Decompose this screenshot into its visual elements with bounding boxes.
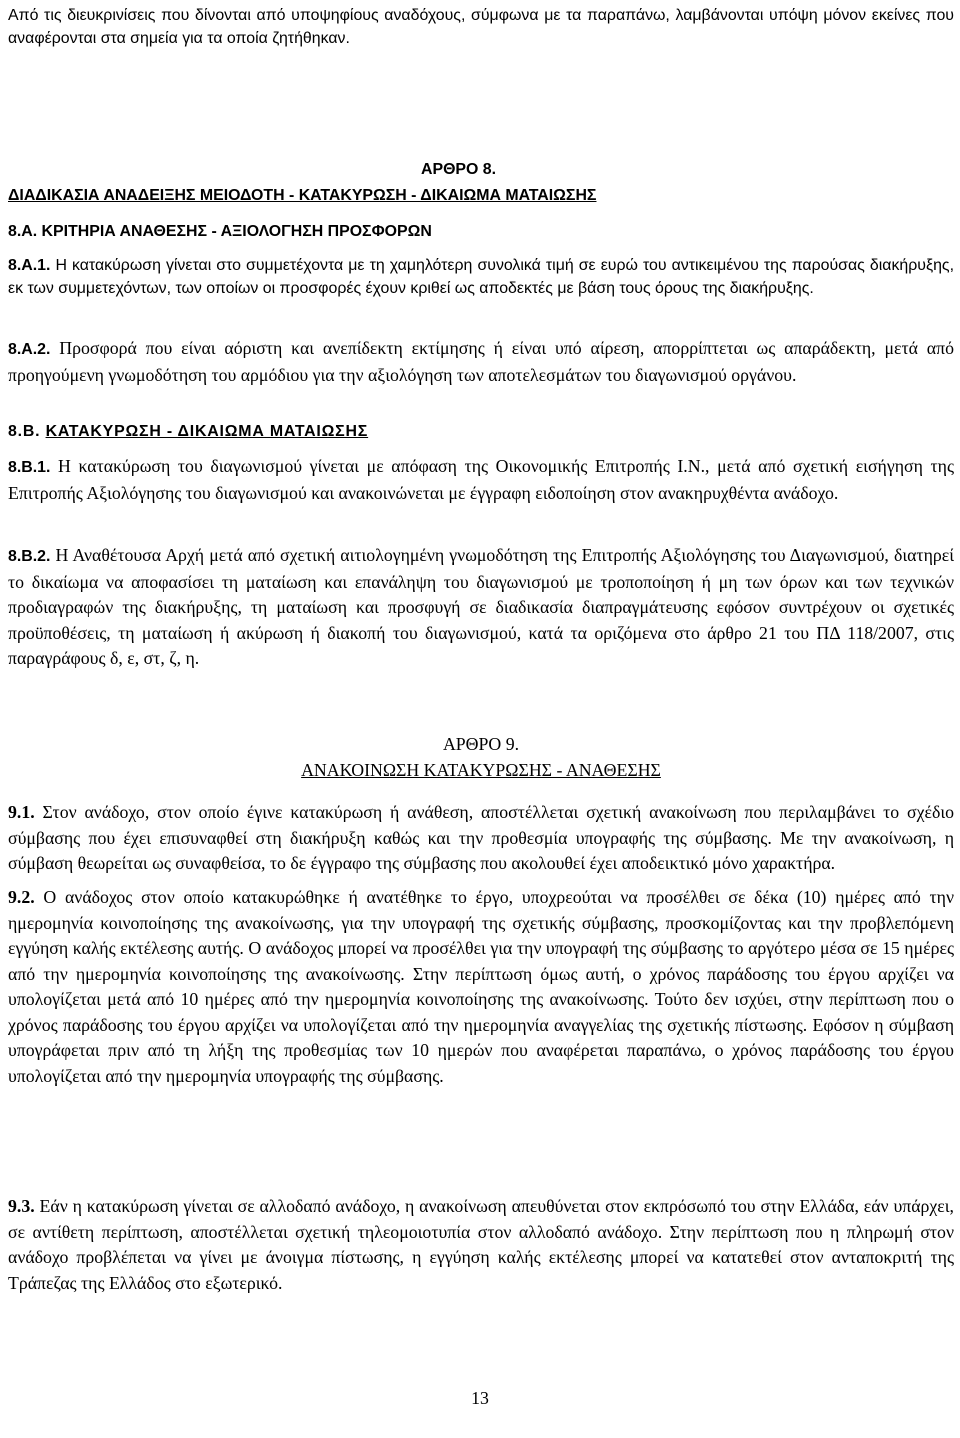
paragraph-9-1 — [8, 800, 954, 877]
section-8b-heading — [8, 420, 954, 443]
paragraph-8b1 — [8, 454, 954, 506]
article-8-heading: ΑΡΘΡΟ 8. — [421, 161, 497, 178]
article-9-title: ΑΝΑΚΟΙΝΩΣΗ ΚΑΤΑΚΥΡΩΣΗΣ - ΑΝΑΘΕΣΗΣ — [301, 760, 661, 780]
paragraph-9-2-text: Ο ανάδοχος στον οποίο κατακυρώθηκε ή ανατέθηκε το έργο, υποχρεούται να προσέλθει σε δέκα (10) ημέρες από την ημερομηνία κοινοποίησης της ανακοίνωσης, για την υπογραφή της σχετικής σύμβασης, προσκομίζοντας και την προβλεπόμενη εγγύηση καλής εκτέλεσης αυτής. Ο ανάδοχος μπορεί να προσέλθει για την υπογραφή της σύμβασης το αργότερο μέσα σε 15 ημέρες από την ημερομηνία κοινοποίησης της ανακοίνωσης. Στην περίπτωση όμως αυτή, ο χρόνος παράδοσης του έργου αρχίζει να υπολογίζεται μετά από 10 ημέρες από την ημερομηνία κοινοποίησης της ανακοίνωσης. Τούτο δεν ισχύει, στην περίπτωση που ο χρόνος παράδοσης του έργου αρχίζει να υπολογίζεται από την ημερομηνία αναγγελίας της σχετικής πίστωσης. Εφόσον η σύμβαση υπογράφεται πριν από τη λήξη της προθεσμίας των 10 ημερών που αναφέρεται παραπάνω, ο χρόνος παράδοσης του έργου υπολογίζεται από την ημερομηνία υπογραφής της σύμβασης. — [8, 887, 954, 1086]
paragraph-9-3-text: Εάν η κατακύρωση γίνεται σε αλλοδαπό ανάδοχο, η ανακοίνωση απευθύνεται στον εκπρόσωπό του στην Ελλάδα, εάν υπάρχει, σε αντίθετη περίπτωση, αποστέλλεται σχετική τηλεομοιοτυπία στον αλλοδαπό ανάδοχο. Στην περίπτωση που η πληρωμή στον ανάδοχο προβλέπεται να γίνει με άνοιγμα πίστωσης, η εγγύηση καλής εκτέλεσης μπορεί να κατατεθεί στον ανταποκριτή της Τράπεζας της Ελλάδος στο εξωτερικό. — [8, 1196, 954, 1293]
paragraph-8a2-number: 8.Α.2. — [8, 341, 51, 358]
paragraph-8b2-number: 8.Β.2. — [8, 548, 51, 565]
section-8b-title: ΚΑΤΑΚΥΡΩΣΗ - ΔΙΚΑΙΩΜΑ ΜΑΤΑΙΩΣΗΣ — [45, 423, 369, 440]
paragraph-8a1 — [8, 254, 954, 300]
paragraph-8b1-text: Η κατακύρωση του διαγωνισμού γίνεται με απόφαση της Οικονομικής Επιτροπής Ι.Ν., μετά από σχετική εισήγηση της Επιτροπής Αξιολόγησης του διαγωνισμού και ανακοινώνεται με έγγραφη ειδοποίηση στον ανακηρυχθέντα ανάδοχο. — [8, 456, 954, 503]
article-8-title: ΔΙΑΔΙΚΑΣΙΑ ΑΝΑΔΕΙΞΗΣ ΜΕΙΟΔΟΤΗ - ΚΑΤΑΚΥΡΩΣΗ - ΔΙΚΑΙΩΜΑ ΜΑΤΑΙΩΣΗΣ — [8, 187, 597, 204]
paragraph-8b1-number: 8.Β.1. — [8, 459, 51, 476]
paragraph-8a2 — [8, 336, 954, 388]
paragraph-8b2 — [8, 543, 954, 672]
paragraph-8a1-text: Η κατακύρωση γίνεται στο συμμετέχοντα με τη χαμηλότερη συνολικά τιμή σε ευρώ του αντικειμένου της παρούσας διακήρυξης, εκ των συμμετεχόντων, των οποίων οι προσφορές έχουν κριθεί ως αποδεκτές με βάση τους όρους της διακήρυξης. — [8, 257, 954, 297]
paragraph-9-3-number: 9.3. — [8, 1196, 35, 1216]
paragraph-9-2 — [8, 885, 954, 1089]
section-8a-heading: 8.Α. ΚΡΙΤΗΡΙΑ ΑΝΑΘΕΣΗΣ - ΑΞΙΟΛΟΓΗΣΗ ΠΡΟΣΦΟΡΩΝ — [8, 223, 432, 240]
paragraph-9-3 — [8, 1194, 954, 1296]
article-9-heading: ΑΡΘΡΟ 9. — [442, 734, 520, 754]
paragraph-8a2-text: Προσφορά που είναι αόριστη και ανεπίδεκτη εκτίμησης ή είναι υπό αίρεση, απορρίπτεται ως απαράδεκτη, μετά από προηγούμενη γνωμοδότηση του αρμόδιου για την αξιολόγηση των αποτελεσμάτων του διαγωνισμού οργάνου. — [8, 338, 954, 385]
paragraph-9-1-number: 9.1. — [8, 802, 35, 822]
paragraph-8a1-number: 8.Α.1. — [8, 257, 51, 274]
paragraph-9-1-text: Στον ανάδοχο, στον οποίο έγινε κατακύρωση ή ανάθεση, αποστέλλεται σχετική ανακοίνωση που περιλαμβάνει το σχέδιο σύμβασης που έχει επισυναφθεί στη διακήρυξη καθώς και την προθεσμία υπογραφής της σύμβασης. Με την ανακοίνωση, η σύμβαση θεωρείται ως συναφθείσα, το δε έγγραφο της σύμβασης που ακολουθεί έχει αποδεικτικό μόνο χαρακτήρα. — [8, 802, 955, 873]
paragraph-9-2-number: 9.2. — [8, 887, 35, 907]
paragraph-8b2-text: Η Αναθέτουσα Αρχή μετά από σχετική αιτιολογημένη γνωμοδότηση της Επιτροπής Αξιολόγησης του Διαγωνισμού, διατηρεί το δικαίωμα να αποφασίσει τη ματαίωση και επανάληψη του διαγωνισμού με τροποποίηση ή μη των όρων και των τεχνικών προδιαγραφών της διακήρυξης, τη ματαίωση και προσφυγή σε διαδικασία διαπραγμάτευσης εφόσον συντρέχουν οι σχετικές προϋποθέσεις, τη ματαίωση ή ακύρωση ή διακοπή του διαγωνισμού, κατά τα οριζόμενα στο άρθρο 21 του ΠΔ 118/2007, στις παραγράφους δ, ε, στ, ζ, η. — [8, 545, 954, 668]
intro-paragraph: Από τις διευκρινίσεις που δίνονται από υποψηφίους αναδόχους, σύμφωνα με τα παραπάνω, λαμβάνονται υπόψη μόνον εκείνες που αναφέρονται στα σημεία για τα οποία ζητήθηκαν. — [8, 7, 954, 47]
page-number: 13 — [471, 1388, 489, 1408]
section-8b-number: 8.Β. — [8, 423, 41, 440]
